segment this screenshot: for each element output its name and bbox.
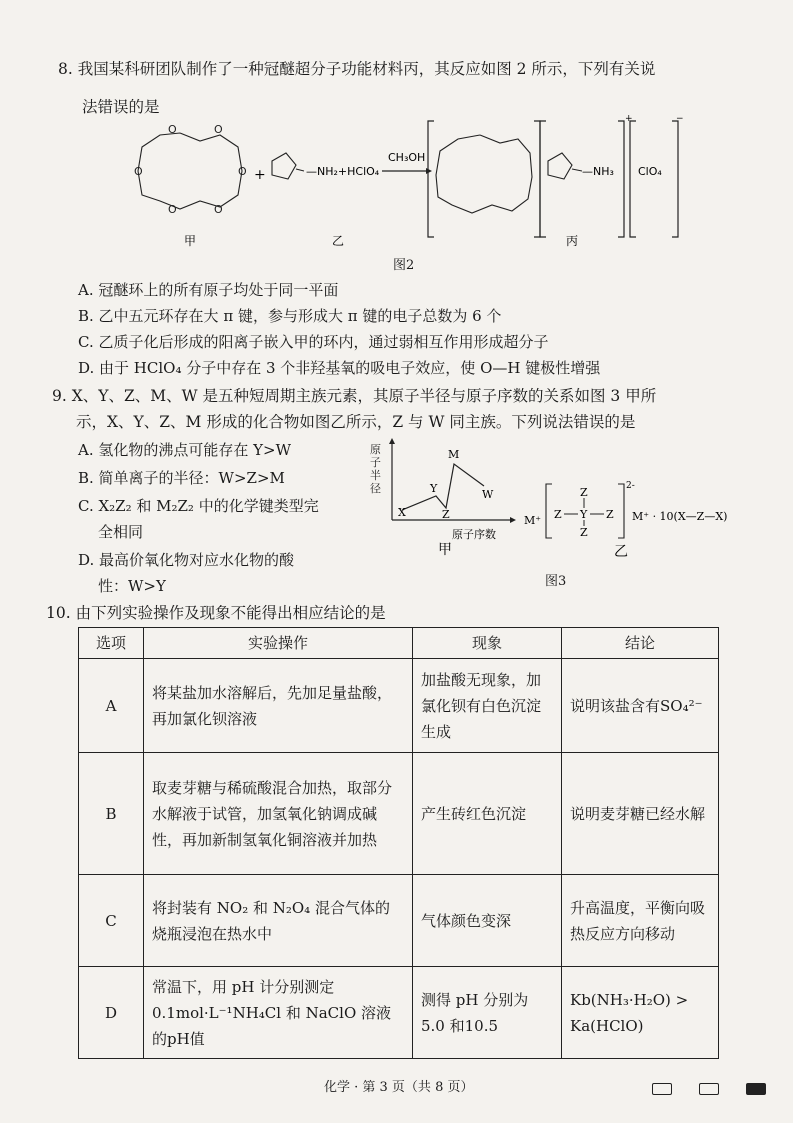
row-c-conclusion: 升高温度，平衡向吸热反应方向移动 bbox=[562, 875, 719, 967]
q10-stem: 10. 由下列实验操作及现象不能得出相应结论的是 bbox=[46, 604, 386, 622]
label-yi-fig3: 乙 bbox=[614, 544, 628, 560]
cation-charge: + bbox=[625, 114, 633, 124]
product-brackets bbox=[428, 121, 678, 237]
radius-polyline bbox=[402, 464, 484, 510]
header-phenomenon: 现象 bbox=[413, 628, 562, 659]
row-b-phenomenon: 产生砖红色沉淀 bbox=[413, 753, 562, 875]
table-row-a bbox=[79, 659, 719, 753]
label-jia: 甲 bbox=[184, 234, 197, 248]
ring-o-1: O bbox=[168, 123, 177, 136]
q8-stem-line2: 法错误的是 bbox=[82, 98, 160, 116]
point-w: W bbox=[482, 488, 494, 501]
header-conclusion: 结论 bbox=[562, 628, 719, 659]
header-option: 选项 bbox=[79, 628, 144, 659]
header-operation: 实验操作 bbox=[144, 628, 413, 659]
row-b-conclusion: 说明麦芽糖已经水解 bbox=[562, 753, 719, 875]
figure-2-caption: 图2 bbox=[393, 258, 415, 273]
ring-o-3: O bbox=[238, 165, 247, 178]
marker-empty-icon bbox=[699, 1083, 719, 1095]
row-d-phenomenon: 测得 pH 分别为 5.0 和10.5 bbox=[413, 967, 562, 1059]
y-axis-arrow bbox=[389, 438, 395, 444]
row-a-conclusion: 说明该盐含有SO₄²⁻ bbox=[562, 659, 719, 753]
row-d-operation: 常温下，用 pH 计分别测定 0.1mol·L⁻¹NH₄Cl 和 NaClO 溶液的pH值 bbox=[144, 967, 413, 1059]
row-a-option: A bbox=[79, 659, 144, 753]
table-header-row bbox=[79, 628, 719, 659]
marker-filled-icon bbox=[746, 1083, 766, 1095]
ring-o-4: O bbox=[214, 203, 223, 216]
q9-option-b: B. 简单离子的半径：W>Z>M bbox=[78, 469, 285, 487]
footer-page-markers bbox=[630, 1078, 766, 1097]
plus-sign: + bbox=[254, 167, 266, 183]
x-axis-arrow bbox=[510, 517, 516, 523]
atom-z-bottom: Z bbox=[580, 526, 588, 539]
q9-option-d-line1: D. 最高价氧化物对应水化物的酸 bbox=[78, 551, 295, 569]
point-x: X bbox=[398, 506, 406, 519]
page-footer: 化学 · 第 3 页（共 8 页） bbox=[324, 1080, 474, 1095]
experiment-table bbox=[78, 627, 719, 1059]
q8-option-d: D. 由于 HClO₄ 分子中存在 3 个非羟基氧的吸电子效应，使 O—H 键极性增强 bbox=[78, 359, 601, 377]
q9-stem-line2: 示，X、Y、Z、M 形成的化合物如图乙所示，Z 与 W 同主族。下列说法错误的是 bbox=[76, 413, 636, 431]
point-z: Z bbox=[442, 508, 450, 521]
label-yi: 乙 bbox=[332, 234, 345, 248]
row-c-phenomenon: 气体颜色变深 bbox=[413, 875, 562, 967]
atom-z-right: Z bbox=[606, 508, 614, 521]
cation-tail: —NH₃ bbox=[582, 165, 614, 178]
anion-label: ClO₄ bbox=[638, 165, 662, 178]
ring-o-2: O bbox=[214, 123, 223, 136]
label-jia-fig3: 甲 bbox=[438, 542, 452, 558]
q9-option-d-line2: 性：W>Y bbox=[98, 577, 166, 595]
reactant-tail: —NH₂+HClO₄ bbox=[306, 165, 380, 178]
q8-stem-line1: 8. 我国某科研团队制作了一种冠醚超分子功能材料丙，其反应如图 2 所示，下列有关说 bbox=[58, 60, 656, 78]
row-a-phenomenon: 加盐酸无现象，加氯化钡有白色沉淀生成 bbox=[413, 659, 562, 753]
y-axis-label: 原子半径 bbox=[370, 443, 381, 495]
q9-stem-line1: 9. X、Y、Z、M、W 是五种短周期主族元素，其原子半径与原子序数的关系如图 3 甲所 bbox=[52, 387, 657, 405]
q9-option-a: A. 氢化物的沸点可能存在 Y>W bbox=[78, 441, 292, 459]
row-b-operation: 取麦芽糖与稀硫酸混合加热，取部分水解液于试管，加氢氧化钠调成碱性，再加新制氢氧化铜溶液并加热 bbox=[144, 753, 413, 875]
q8-option-a: A. 冠醚环上的所有原子均处于同一平面 bbox=[78, 281, 339, 299]
crown-ether-bing bbox=[436, 135, 532, 213]
reaction-arrow-head bbox=[426, 168, 432, 174]
x-axis-label: 原子序数 bbox=[452, 528, 496, 541]
reaction-scheme-figure bbox=[120, 113, 684, 265]
row-a-operation: 将某盐加水溶解后，先加足量盐酸，再加氯化钡溶液 bbox=[144, 659, 413, 753]
figure-3-yi-structure bbox=[524, 476, 782, 560]
ring-o-5: O bbox=[168, 203, 177, 216]
ring-o-6: O bbox=[134, 165, 143, 178]
table-row-d bbox=[79, 967, 719, 1059]
atom-y-center: Y bbox=[580, 508, 588, 521]
triazole-ring-yi bbox=[272, 153, 304, 179]
structure-tail: M⁺ · 10(X—Z—X) bbox=[632, 510, 728, 523]
marker-empty-icon bbox=[652, 1083, 672, 1095]
cation-m: M⁺ bbox=[524, 514, 542, 527]
point-y: Y bbox=[430, 482, 438, 495]
q8-option-b: B. 乙中五元环存在大 π 键，参与形成大 π 键的电子总数为 6 个 bbox=[78, 307, 502, 325]
row-b-option: B bbox=[79, 753, 144, 875]
row-d-conclusion: Kb(NH₃·H₂O) > Ka(HClO) bbox=[562, 967, 719, 1059]
q8-option-c: C. 乙质子化后形成的阳离子嵌入甲的环内，通过弱相互作用形成超分子 bbox=[78, 333, 549, 351]
row-c-operation: 将封装有 NO₂ 和 N₂O₄ 混合气体的烧瓶浸泡在热水中 bbox=[144, 875, 413, 967]
figure-3-caption: 图3 bbox=[545, 574, 567, 589]
row-d-option: D bbox=[79, 967, 144, 1059]
crown-ether-jia bbox=[138, 133, 242, 209]
anion-charge-2: 2- bbox=[626, 481, 635, 491]
point-m: M bbox=[448, 448, 460, 461]
q9-option-c-line2: 全相同 bbox=[98, 523, 144, 541]
q9-option-c-line1: C. X₂Z₂ 和 M₂Z₂ 中的化学键类型完 bbox=[78, 497, 319, 515]
atom-z-top: Z bbox=[580, 486, 588, 499]
table-row-b bbox=[79, 753, 719, 875]
row-c-option: C bbox=[79, 875, 144, 967]
anion-charge: − bbox=[676, 114, 684, 124]
label-bing: 丙 bbox=[566, 234, 579, 248]
table-row-c bbox=[79, 875, 719, 967]
triazolium-ring bbox=[548, 153, 582, 179]
solvent-label: CH₃OH bbox=[388, 151, 426, 164]
figure-3-jia-graph bbox=[372, 436, 522, 556]
atom-z-left: Z bbox=[554, 508, 562, 521]
